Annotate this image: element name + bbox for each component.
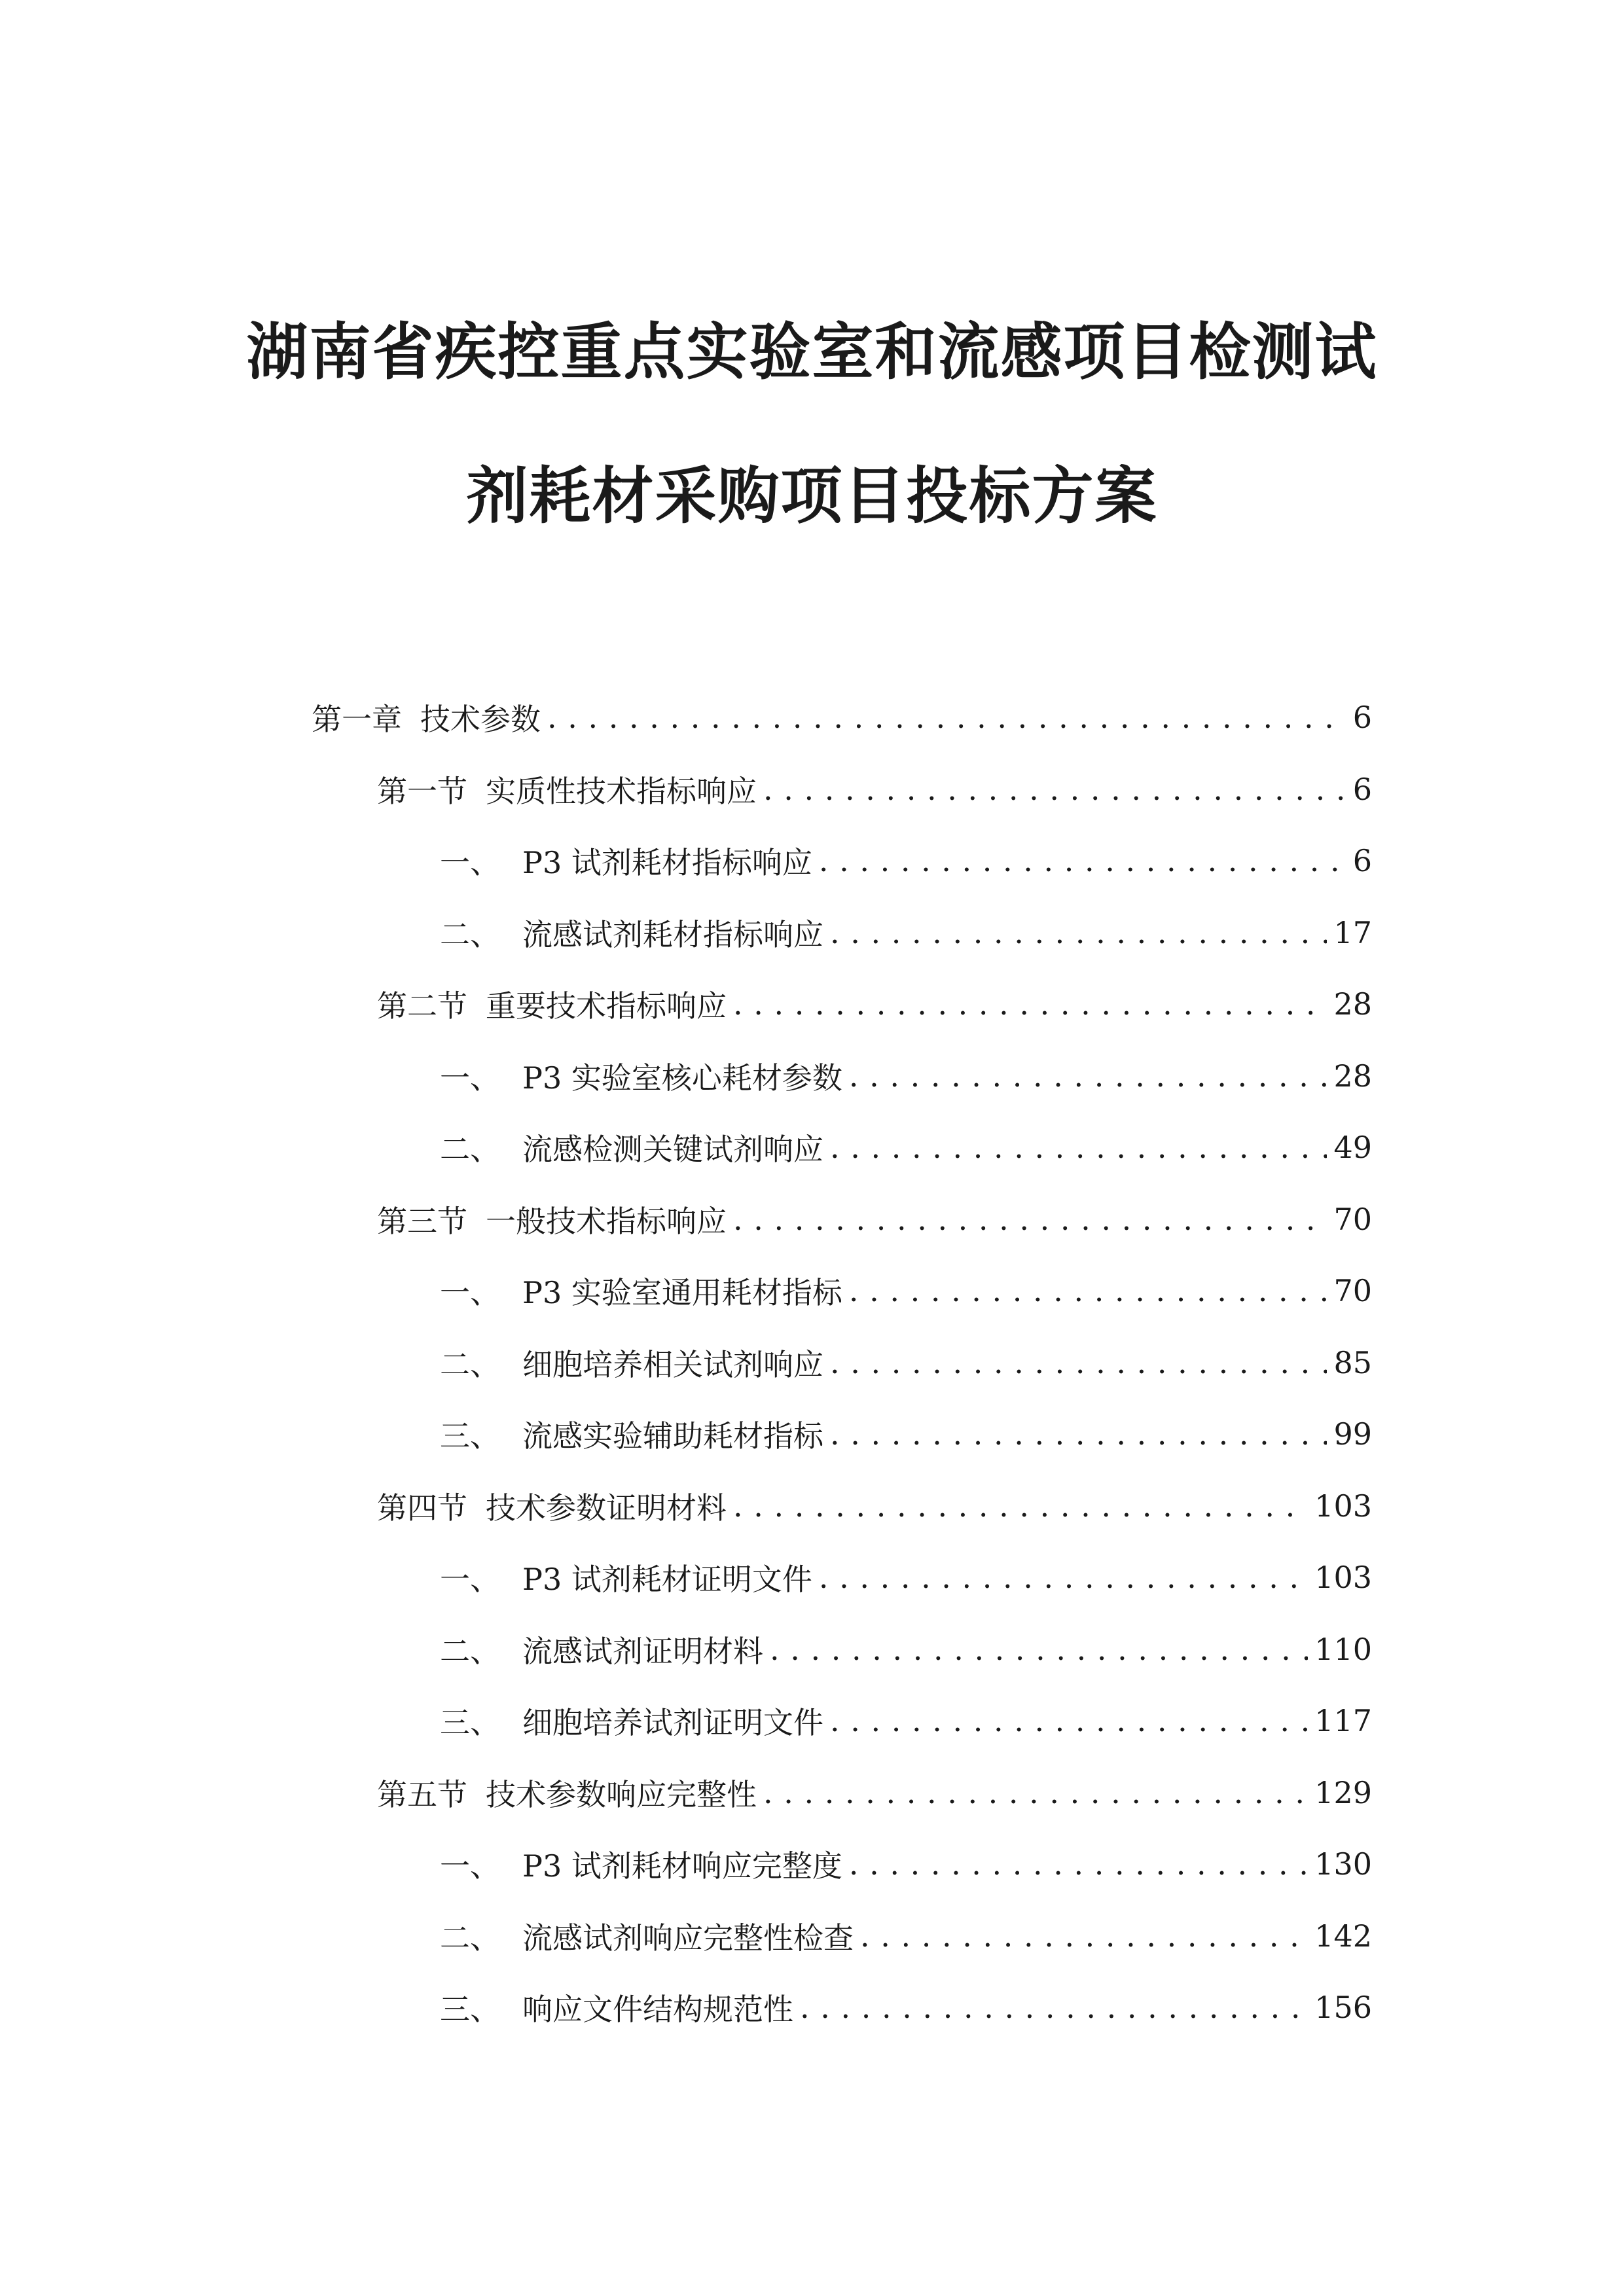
toc-entry-title: 一般技术指标响应 — [486, 1204, 727, 1239]
toc-entry-prefix: 二、 — [440, 1347, 500, 1382]
toc-page-number: 28 — [1333, 1058, 1372, 1094]
toc-dot-leader — [830, 1701, 1308, 1740]
toc-dot-leader — [830, 1414, 1327, 1454]
toc-page-number: 117 — [1314, 1703, 1372, 1738]
toc-page-number: 6 — [1352, 843, 1372, 878]
toc-page-number: 17 — [1333, 915, 1372, 950]
toc-entry[interactable] — [440, 1630, 1372, 1669]
toc-entry-title: 细胞培养相关试剂响应 — [522, 1347, 823, 1382]
toc-page-number: 156 — [1314, 1990, 1372, 2025]
toc-entry-prefix: 二、 — [440, 1634, 500, 1669]
toc-entry-prefix: 第二节 — [377, 988, 467, 1024]
toc-entry-title: P3 实验室通用耗材指标 — [522, 1275, 842, 1310]
toc-entry-title: 细胞培养试剂证明文件 — [522, 1705, 823, 1740]
toc-entry-prefix: 一、 — [440, 1848, 500, 1884]
toc-entry[interactable] — [440, 1056, 1372, 1096]
toc-entry-prefix: 二、 — [440, 1132, 500, 1167]
toc-entry-prefix: 第三节 — [377, 1204, 467, 1239]
toc-dot-leader — [763, 770, 1346, 809]
toc-entry-title: P3 试剂耗材证明文件 — [522, 1562, 812, 1597]
toc-entry-title: 流感检测关键试剂响应 — [522, 1132, 823, 1167]
toc-entry-title: 实质性技术指标响应 — [486, 774, 757, 809]
toc-entry-title: P3 实验室核心耗材参数 — [522, 1060, 842, 1096]
toc-entry-prefix: 一、 — [440, 1060, 500, 1096]
toc-dot-leader — [733, 984, 1327, 1024]
toc-page-number: 28 — [1333, 986, 1372, 1022]
toc-entry[interactable] — [440, 1343, 1372, 1382]
toc-page-number: 85 — [1333, 1345, 1372, 1380]
toc-entry-prefix: 一、 — [440, 845, 500, 880]
toc-entry[interactable] — [440, 913, 1372, 952]
toc-entry-title: 流感实验辅助耗材指标 — [522, 1418, 823, 1454]
toc-dot-leader — [849, 1271, 1327, 1310]
toc-page-number: 142 — [1314, 1918, 1372, 1954]
toc-entry[interactable] — [440, 1844, 1372, 1884]
toc-entry-prefix: 三、 — [440, 1992, 500, 2027]
toc-dot-leader — [770, 1630, 1308, 1669]
toc-page-number: 130 — [1314, 1846, 1372, 1882]
toc-dot-leader — [830, 1343, 1327, 1382]
toc-dot-leader — [547, 698, 1346, 737]
toc-entry-prefix: 二、 — [440, 1920, 500, 1956]
toc-page-number: 103 — [1314, 1488, 1372, 1524]
toc-dot-leader — [830, 913, 1327, 952]
toc-entry-title: 技术参数响应完整性 — [486, 1777, 757, 1812]
toc-entry-title: 流感试剂耗材指标响应 — [522, 917, 823, 952]
toc-entry[interactable] — [440, 1916, 1372, 1956]
toc-entry[interactable] — [377, 1486, 1372, 1526]
toc-entry[interactable] — [440, 1414, 1372, 1454]
toc-entry-title: 流感试剂响应完整性检查 — [522, 1920, 854, 1956]
toc-dot-leader — [733, 1486, 1308, 1526]
toc-entry-prefix: 第四节 — [377, 1490, 467, 1526]
toc-entry[interactable] — [440, 1701, 1372, 1740]
toc-entry-prefix: 一、 — [440, 1275, 500, 1310]
toc-entry[interactable] — [377, 984, 1372, 1024]
toc-dot-leader — [849, 1844, 1308, 1884]
toc-entry-title: P3 试剂耗材指标响应 — [522, 845, 812, 880]
toc-entry[interactable] — [440, 1128, 1372, 1167]
toc-entry-prefix: 一、 — [440, 1562, 500, 1597]
toc-entry[interactable] — [377, 770, 1372, 809]
toc-dot-leader — [733, 1200, 1327, 1239]
toc-entry-prefix: 三、 — [440, 1705, 500, 1740]
toc-entry[interactable] — [377, 1200, 1372, 1239]
toc-entry-title: 响应文件结构规范性 — [522, 1992, 793, 2027]
toc-entry-prefix: 第一节 — [377, 774, 467, 809]
toc-entry-prefix: 三、 — [440, 1418, 500, 1454]
toc-page-number: 129 — [1314, 1775, 1372, 1810]
toc-page-number: 6 — [1352, 700, 1372, 735]
toc-entry[interactable] — [440, 841, 1372, 880]
toc-entry[interactable] — [312, 698, 1372, 737]
toc-dot-leader — [860, 1916, 1308, 1956]
toc-entry-prefix: 第一章 — [312, 702, 402, 737]
toc-page-number: 6 — [1352, 772, 1372, 807]
toc-entry-title: P3 试剂耗材响应完整度 — [522, 1848, 842, 1884]
toc-dot-leader — [830, 1128, 1327, 1167]
document-title-line-1: 湖南省疾控重点实验室和流感项目检测试 — [246, 317, 1378, 388]
toc-entry[interactable] — [440, 1271, 1372, 1310]
toc-entry[interactable] — [440, 1558, 1372, 1597]
toc-page-number: 70 — [1333, 1202, 1372, 1237]
document-title — [0, 317, 1624, 532]
toc-entry-title: 技术参数 — [420, 702, 541, 737]
toc-dot-leader — [819, 1558, 1308, 1597]
toc-entry-prefix: 二、 — [440, 917, 500, 952]
toc-dot-leader — [763, 1773, 1308, 1812]
toc-entry[interactable] — [377, 1773, 1372, 1812]
toc-entry-title: 流感试剂证明材料 — [522, 1634, 763, 1669]
toc-dot-leader — [849, 1056, 1327, 1096]
toc-page-number: 70 — [1333, 1273, 1372, 1308]
toc-dot-leader — [800, 1988, 1308, 2027]
toc-page-number: 49 — [1333, 1130, 1372, 1165]
toc-page-number: 110 — [1314, 1632, 1372, 1667]
toc-page-number: 99 — [1333, 1416, 1372, 1452]
toc-page-number: 103 — [1314, 1560, 1372, 1595]
toc-entry[interactable] — [440, 1988, 1372, 2027]
document-title-line-2: 剂耗材采购项目投标方案 — [466, 461, 1158, 532]
toc-dot-leader — [819, 841, 1346, 880]
toc-entry-prefix: 第五节 — [377, 1777, 467, 1812]
toc-entry-title: 技术参数证明材料 — [486, 1490, 727, 1526]
toc-entry-title: 重要技术指标响应 — [486, 988, 727, 1024]
